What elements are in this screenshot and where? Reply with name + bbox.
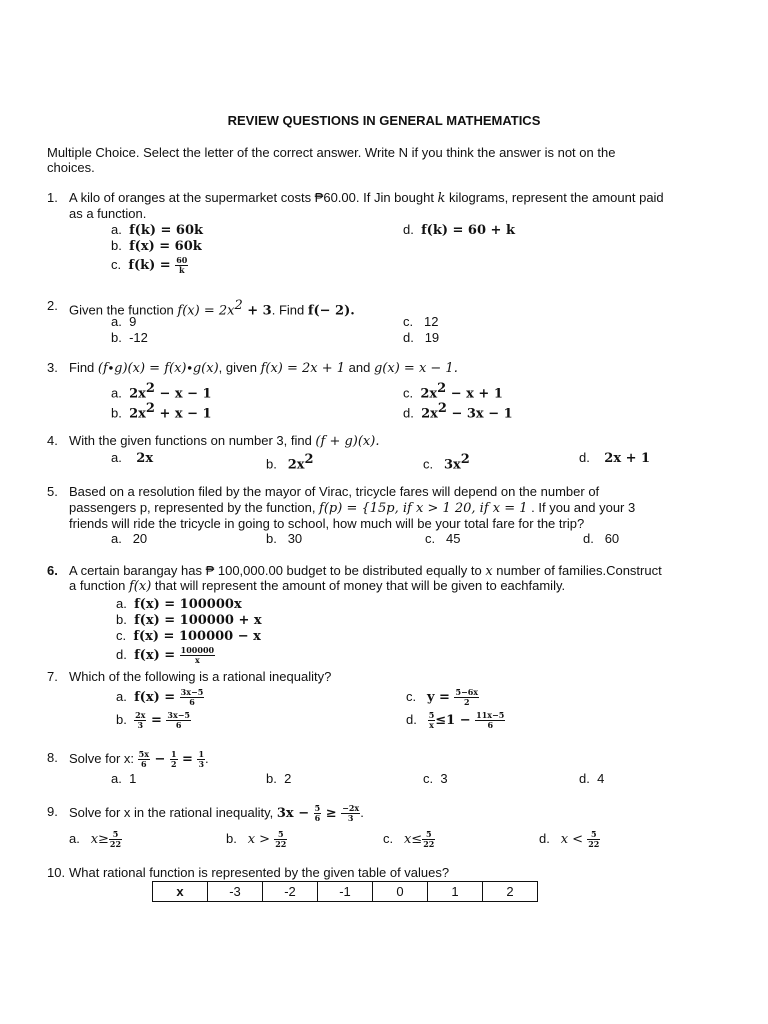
q9-number: 9.: [47, 804, 58, 819]
q5-choice-c: c. 45: [425, 531, 461, 546]
table-header-x: x: [153, 882, 208, 902]
q5-choice-a: a. 20: [111, 531, 148, 546]
q5-choice-d: d. 60: [583, 531, 620, 546]
q3-choice-c: c. $2x^2 - x + 1$: [403, 381, 503, 402]
q7-choice-c: c. y = $\frac{5-6x}{2}$: [406, 687, 479, 707]
q7-choice-b: b. $\frac{2x}{3}$ = $\frac{3x-5}{6}$: [116, 710, 190, 730]
q6-choice-a: a. f(x) = 100000x: [116, 596, 242, 612]
q5-choice-b: b. 30: [266, 531, 303, 546]
q9-choice-b: b. x > $\frac{5}{22}$: [226, 829, 287, 849]
q6-choice-d: d. f(x) = $\frac{100000}{x}$: [116, 645, 215, 665]
q9-fraction-2: $\frac{-2x}{3}$: [342, 803, 360, 823]
q10-question: What rational function is represented by the given table of values?: [69, 865, 450, 880]
q1-choice-b: b. f(x) = 60k: [111, 238, 202, 254]
q5-number: 5.: [47, 484, 58, 499]
q8-choice-a: a. 1: [111, 771, 137, 786]
q6-line1: A certain barangay has ₱ 100,000.00 budget to be distributed equally to x number of families.Construct: [69, 563, 662, 579]
q1-line1: A kilo of oranges at the supermarket costs ₱60.00. If Jin bought k kilograms, represent the amount paid: [69, 190, 664, 206]
q5-line2: passengers p, represented by the function, f(p) = {15p, if x > 1 20, if x = 1 . If you and your 3: [69, 500, 636, 516]
q2-choice-a: a. 9: [111, 314, 137, 329]
q2-number: 2.: [47, 298, 58, 313]
table-of-values: [152, 881, 538, 902]
q2-choice-c: c. 12: [403, 314, 439, 329]
q5-line3: friends will ride the tricycle in going to school, how much will be your total fare for the trip?: [69, 516, 585, 531]
q3-choice-b: b. $2x^2 + x - 1$: [111, 401, 212, 422]
q7-b-fraction-left: $\frac{2x}{3}$: [135, 710, 146, 730]
q9-d-fraction: $\frac{5}{22}$: [588, 829, 600, 849]
q6-line2: a function f(x) that will represent the amount of money that will be given to eachfamily.: [69, 578, 566, 594]
q7-d-fraction-left: $\frac{5}{x}$: [428, 710, 435, 730]
q9-c-fraction: $\frac{5}{22}$: [423, 829, 435, 849]
q6-d-fraction: $\frac{100000}{x}$: [180, 645, 215, 665]
q9-question: Solve for x in the rational inequality, 3x − $\frac{5}{6}$ ≥ $\frac{-2x}{3}$ .: [69, 803, 364, 823]
q4-choice-a: a. 2x: [111, 450, 154, 466]
q1-choice-a: a. f(k) = 60k: [111, 222, 204, 238]
table-cell: 2: [483, 882, 538, 902]
table-cell: -2: [263, 882, 318, 902]
q8-choice-b: b. 2: [266, 771, 292, 786]
q3-choice-a: a. $2x^2 - x - 1$: [111, 381, 212, 402]
q7-c-fraction: $\frac{5-6x}{2}$: [455, 687, 479, 707]
q1-choice-c: c. f(k) = $\frac{60}{k}$: [111, 255, 188, 275]
q4-choice-c: c. $3x^2$: [423, 452, 470, 473]
q8-choice-d: d. 4: [579, 771, 605, 786]
table-cell: 1: [428, 882, 483, 902]
q1-line2: as a function.: [69, 206, 147, 221]
q3-choice-d: d. $2x^2 - 3x - 1$: [403, 401, 513, 422]
q3-number: 3.: [47, 360, 58, 375]
q8-choice-c: c. 3: [423, 771, 448, 786]
q5-line1: Based on a resolution filed by the mayor of Virac, tricycle fares will depend on the number of: [69, 484, 600, 499]
table-cell: -1: [318, 882, 373, 902]
q9-choice-d: d. x < $\frac{5}{22}$: [539, 829, 600, 849]
q9-choice-a: a. x≥ $\frac{5}{22}$: [69, 829, 122, 849]
q8-fraction-2: $\frac{1}{2}$: [170, 749, 177, 769]
table-row: [153, 882, 538, 902]
q7-choice-a: a. f(x) = $\frac{3x-5}{6}$: [116, 687, 204, 707]
instructions-line2: choices.: [47, 160, 95, 175]
q4-choice-d: d. 2x + 1: [579, 450, 651, 466]
q7-a-fraction: $\frac{3x-5}{6}$: [180, 687, 204, 707]
q1-number: 1.: [47, 190, 58, 205]
q9-fraction-1: $\frac{5}{6}$: [314, 803, 321, 823]
table-cell: 0: [373, 882, 428, 902]
q9-a-fraction: $\frac{5}{22}$: [109, 829, 122, 849]
q8-fraction-3: $\frac{1}{3}$: [198, 749, 205, 769]
q6-choice-c: c. f(x) = 100000 − x: [116, 628, 261, 644]
q9-choice-c: c. x≤ $\frac{5}{22}$: [383, 829, 435, 849]
q8-question: Solve for x: $\frac{5x}{6}$ − $\frac{1}{2}$ = $\frac{1}{3}$ .: [69, 749, 209, 769]
q9-b-fraction: $\frac{5}{22}$: [275, 829, 287, 849]
q1-c-fraction: $\frac{60}{k}$: [176, 255, 188, 275]
q8-fraction-1: $\frac{5x}{6}$: [138, 749, 149, 769]
q8-number: 8.: [47, 750, 58, 765]
q1-choice-d: d. f(k) = 60 + k: [403, 222, 515, 238]
q3-question: Find (f∙g)(x) = f(x)∙g(x), given f(x) = 2x + 1 and g(x) = x − 1.: [69, 360, 458, 376]
q7-choice-d: d. $\frac{5}{x}$ ≤1 − $\frac{11x-5}{6}$: [406, 710, 505, 730]
q2-question: Given the function $f(x) = 2x^2 + 3$. Find f(− 2).: [69, 298, 355, 319]
q2-choice-b: b. -12: [111, 330, 148, 345]
q7-d-fraction-right: $\frac{11x-5}{6}$: [476, 710, 505, 730]
q6-number: 6.: [47, 563, 58, 578]
q7-number: 7.: [47, 669, 58, 684]
q2-choice-d: d. 19: [403, 330, 440, 345]
q6-choice-b: b. f(x) = 100000 + x: [116, 612, 262, 628]
q7-question: Which of the following is a rational inequality?: [69, 669, 332, 684]
instructions-line1: Multiple Choice. Select the letter of the correct answer. Write N if you think the answer is not on the: [47, 145, 616, 160]
q7-b-fraction-right: $\frac{3x-5}{6}$: [167, 710, 190, 730]
page-title: REVIEW QUESTIONS IN GENERAL MATHEMATICS: [227, 113, 541, 128]
q4-number: 4.: [47, 433, 58, 448]
q4-choice-b: b. $2x^2$: [266, 452, 314, 473]
table-cell: -3: [208, 882, 263, 902]
q10-number: 10.: [47, 865, 66, 880]
q4-question: With the given functions on number 3, find (f + g)(x).: [69, 433, 380, 449]
